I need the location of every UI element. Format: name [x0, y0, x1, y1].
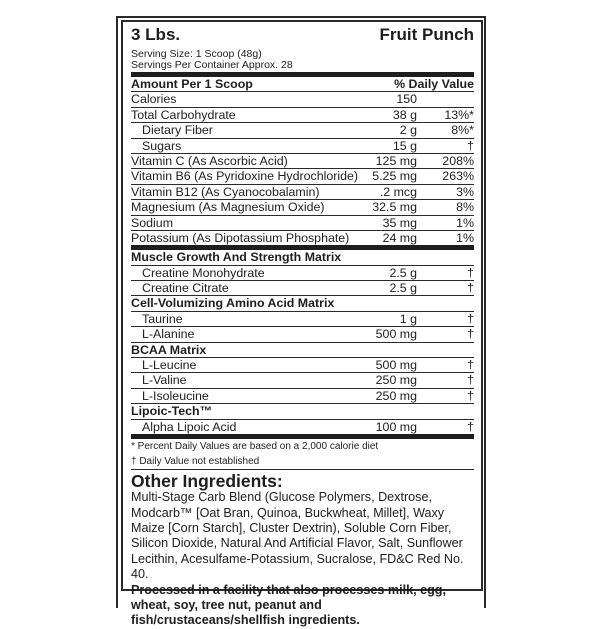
- serving-size: Serving Size: 1 Scoop (48g): [131, 48, 262, 60]
- thin-divider: [131, 469, 474, 470]
- nutrient-row: [131, 139, 474, 154]
- ingredient-row: [131, 373, 474, 388]
- nutrient-amount: .2 mcg: [379, 184, 417, 199]
- other-ingredients-title: Other Ingredients:: [131, 471, 283, 492]
- nutrient-dv: 13%*: [444, 107, 474, 122]
- nutrient-row: [131, 231, 474, 245]
- footnote-percent-dv: * Percent Daily Values are based on a 2,000 calorie diet: [131, 440, 379, 452]
- ingredient-amount: 100 mg: [375, 419, 417, 434]
- ingredient-row: [131, 266, 474, 281]
- ingredient-amount: 500 mg: [375, 358, 417, 373]
- nutrient-dv: 263%: [442, 169, 474, 184]
- nutrient-amount: 125 mg: [375, 153, 417, 168]
- nutrient-amount: 2 g: [399, 123, 417, 138]
- supplement-facts-panel: [121, 20, 483, 628]
- nutrient-name: Calories: [131, 92, 177, 107]
- ingredient-name: Creatine Monohydrate: [142, 265, 265, 280]
- matrix-title-row: [131, 404, 474, 419]
- ingredient-dv: †: [467, 265, 474, 280]
- nutrient-name: Sugars: [142, 138, 182, 153]
- nutrient-amount: 5.25 mg: [372, 169, 417, 184]
- nutrient-amount: 32.5 mg: [372, 200, 417, 215]
- nutrient-amount: 38 g: [392, 107, 417, 122]
- ingredient-amount: 500 mg: [375, 327, 417, 342]
- container-size: 3 Lbs.: [131, 25, 181, 44]
- ingredient-amount: 2.5 g: [389, 265, 417, 280]
- ingredient-row: [131, 312, 474, 327]
- ingredient-name: L-Valine: [142, 373, 187, 388]
- ingredient-amount: 1 g: [399, 311, 417, 326]
- amount-per-label: Amount Per 1 Scoop: [131, 77, 253, 91]
- ingredient-amount: 250 mg: [375, 373, 417, 388]
- flavor-name: Fruit Punch: [379, 25, 474, 44]
- ingredient-name: L-Isoleucine: [142, 388, 209, 403]
- nutrient-dv: 3%: [456, 184, 474, 199]
- nutrient-dv: †: [467, 138, 474, 153]
- ingredient-dv: †: [467, 358, 474, 373]
- ingredient-dv: †: [467, 281, 474, 296]
- ingredient-dv: †: [467, 327, 474, 342]
- nutrient-name: Total Carbohydrate: [131, 107, 236, 122]
- ingredient-dv: †: [467, 419, 474, 434]
- ingredient-name: Taurine: [142, 311, 183, 326]
- ingredient-row: [131, 327, 474, 342]
- nutrient-row: [131, 216, 474, 231]
- matrix-title-row: [131, 250, 474, 265]
- ingredient-dv: †: [467, 311, 474, 326]
- nutrient-dv: 8%: [456, 200, 474, 215]
- ingredient-row: [131, 358, 474, 373]
- ingredient-row: [131, 389, 474, 404]
- nutrient-name: Dietary Fiber: [142, 123, 213, 138]
- nutrient-dv: 208%: [442, 153, 474, 168]
- nutrient-row: [131, 169, 474, 184]
- nutrient-name: Vitamin B12 (As Cyanocobalamin): [131, 184, 320, 199]
- ingredient-amount: 250 mg: [375, 388, 417, 403]
- ingredient-dv: †: [467, 388, 474, 403]
- daily-value-header: % Daily Value: [394, 77, 474, 91]
- matrix-title-row: [131, 296, 474, 311]
- ingredient-amount: 2.5 g: [389, 281, 417, 296]
- allergen-statement: Processed in a facility that also processes milk, egg, wheat, soy, tree nut, peanut and fish/crustaceans/shellfish ingredients.: [131, 582, 446, 628]
- matrix-title-row: [131, 343, 474, 358]
- servings-per-container: Servings Per Container Approx. 28: [131, 58, 293, 71]
- nutrient-dv: 1%: [456, 230, 474, 245]
- nutrient-amount: 150: [396, 92, 417, 107]
- label-header: [131, 25, 474, 49]
- matrix-title: BCAA Matrix: [131, 342, 207, 357]
- other-ingredients-text: Multi-Stage Carb Blend (Glucose Polymers, Dextrose, Modcarb™ [Oat Bran, Quinoa, Buckwheat, Millet], Waxy Maize [Corn Starch], Cluster Dextrin), Soluble Corn Fiber, Silicon Dioxide, Natural And Artificial Flavor, Salt, Sunflower Lecithin, Acesulfame-Potassium, Sucralose, FD&C Red No. 40.: [131, 490, 464, 582]
- nutrient-name: Sodium: [131, 215, 174, 230]
- nutrient-name: Vitamin C (As Ascorbic Acid): [131, 153, 288, 168]
- nutrient-row: [131, 185, 474, 200]
- nutrient-dv: 8%*: [451, 123, 474, 138]
- ingredient-row: [131, 281, 474, 296]
- nutrient-row: [131, 200, 474, 215]
- ingredient-name: Creatine Citrate: [142, 281, 229, 296]
- nutrient-amount: 24 mg: [382, 230, 417, 245]
- nutrient-row: [131, 154, 474, 169]
- nutrient-name: Vitamin B6 (As Pyridoxine Hydrochloride): [131, 169, 359, 184]
- nutrient-row: [131, 92, 474, 107]
- ingredient-name: L-Leucine: [142, 358, 197, 373]
- matrix-title: Muscle Growth And Strength Matrix: [131, 250, 342, 265]
- matrix-title: Cell-Volumizing Amino Acid Matrix: [131, 296, 335, 311]
- nutrient-amount: 15 g: [392, 138, 417, 153]
- matrix-title: Lipoic-Tech™: [131, 404, 212, 419]
- footnote-dv-not-established: † Daily Value not established: [131, 455, 260, 467]
- nutrient-row: [131, 123, 474, 138]
- ingredient-name: Alpha Lipoic Acid: [142, 419, 237, 434]
- ingredient-row: [131, 420, 474, 434]
- nutrient-dv: 1%: [456, 215, 474, 230]
- ingredient-name: L-Alanine: [142, 327, 195, 342]
- nutrient-amount: 35 mg: [382, 215, 417, 230]
- nutrient-name: Magnesium (As Magnesium Oxide): [131, 200, 325, 215]
- ingredient-dv: †: [467, 373, 474, 388]
- nutrient-name: Potassium (As Dipotassium Phosphate): [131, 230, 350, 245]
- amount-header-row: [131, 77, 474, 92]
- nutrient-row: [131, 108, 474, 123]
